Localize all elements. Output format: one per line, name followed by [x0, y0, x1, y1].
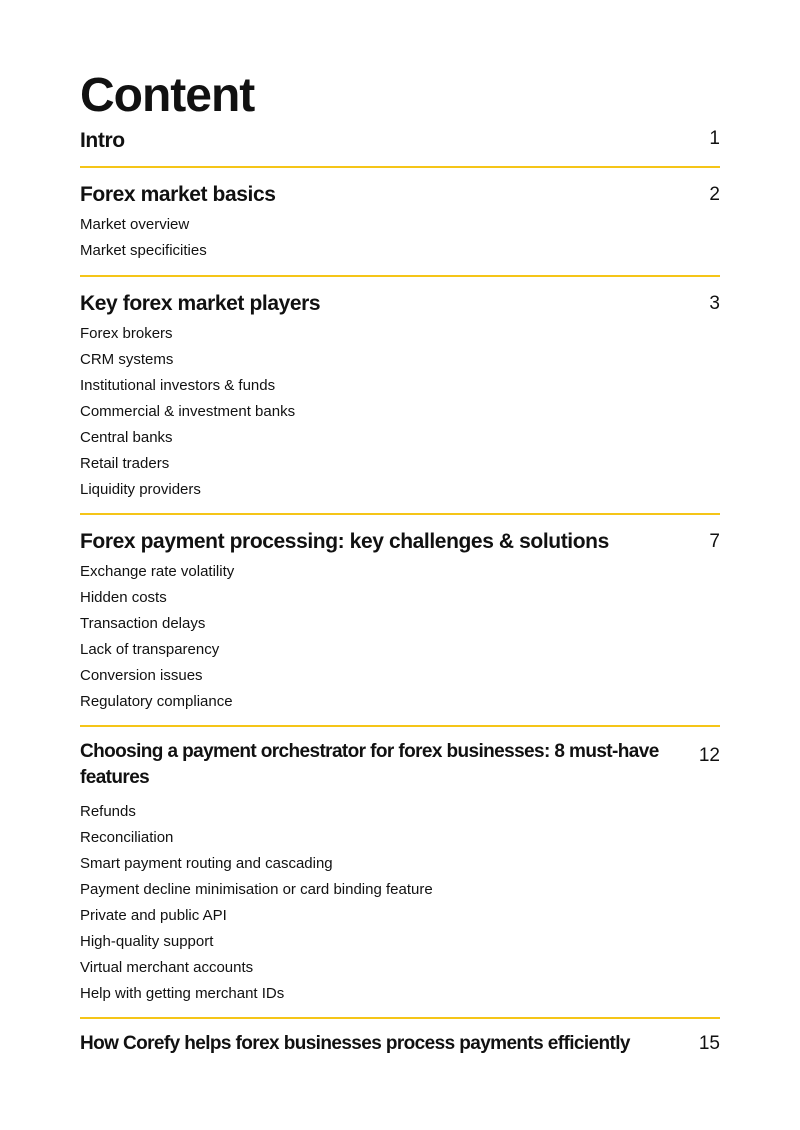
toc-subitems [80, 212, 720, 264]
toc-subitem[interactable]: Commercial & investment banks [80, 403, 296, 420]
toc-subitem[interactable]: Regulatory compliance [80, 693, 233, 710]
toc-subitem[interactable]: Smart payment routing and cascading [80, 855, 333, 872]
toc-subitem[interactable]: Lack of transparency [80, 641, 220, 658]
toc-section-title[interactable]: How Corefy helps forex businesses process payments efficiently [80, 1033, 630, 1054]
toc-subitem[interactable]: Payment decline minimisation or card binding feature [80, 881, 433, 898]
toc-section-header [80, 128, 720, 154]
toc-subitem[interactable]: Reconciliation [80, 829, 174, 846]
toc-subitem[interactable]: High-quality support [80, 933, 214, 950]
toc-section-title[interactable]: Choosing a payment orchestrator for forex businesses: 8 must-have features [80, 741, 659, 788]
toc-page-number: 1 [709, 128, 720, 149]
toc-page-number: 12 [698, 745, 720, 766]
toc-subitem[interactable]: Institutional investors & funds [80, 377, 276, 394]
toc-section-header [80, 182, 720, 208]
toc-page-number: 3 [709, 293, 720, 314]
toc-subitem[interactable]: Market overview [80, 216, 190, 233]
toc-subitem[interactable]: Help with getting merchant IDs [80, 985, 285, 1002]
toc-section-key-forex-market-players [80, 277, 720, 515]
toc-section-forex-market-basics [80, 168, 720, 277]
toc-subitem[interactable]: Refunds [80, 803, 136, 820]
toc-section-title[interactable]: Forex payment processing: key challenges & solutions [80, 530, 609, 553]
toc-subitem[interactable]: Exchange rate volatility [80, 563, 235, 580]
toc-subitem[interactable]: Transaction delays [80, 615, 206, 632]
toc-page-number: 2 [709, 184, 720, 205]
toc-section-header [80, 291, 720, 317]
toc-subitem[interactable]: Conversion issues [80, 667, 203, 684]
toc-subitem[interactable]: Virtual merchant accounts [80, 959, 254, 976]
toc-section-header [80, 739, 720, 791]
toc-section-title[interactable]: Intro [80, 129, 125, 152]
toc-subitem[interactable]: Forex brokers [80, 325, 173, 342]
toc-subitems [80, 799, 720, 1007]
toc-subitem[interactable]: Market specificities [80, 242, 207, 259]
toc-subitems [80, 559, 720, 715]
toc-subitems [80, 321, 720, 503]
toc-page-number: 7 [709, 531, 720, 552]
toc-section-title[interactable]: Forex market basics [80, 183, 276, 206]
toc-page-number: 15 [698, 1033, 720, 1054]
table-of-contents [80, 70, 720, 1057]
toc-section-header [80, 529, 720, 555]
toc-section-choosing-payment-orchestrator [80, 727, 720, 1019]
toc-subitem[interactable]: Central banks [80, 429, 173, 446]
toc-subitem[interactable]: Liquidity providers [80, 481, 201, 498]
toc-subitem[interactable]: Private and public API [80, 907, 227, 924]
toc-section-intro [80, 128, 720, 168]
toc-subitem[interactable]: Retail traders [80, 455, 170, 472]
toc-subitem[interactable]: Hidden costs [80, 589, 167, 606]
toc-subitem[interactable]: CRM systems [80, 351, 174, 368]
page-title: Content [80, 69, 255, 122]
toc-section-title[interactable]: Key forex market players [80, 292, 321, 315]
toc-section-forex-payment-processing [80, 515, 720, 727]
toc-section-how-corefy-helps [80, 1019, 720, 1057]
toc-section-header [80, 1031, 720, 1057]
